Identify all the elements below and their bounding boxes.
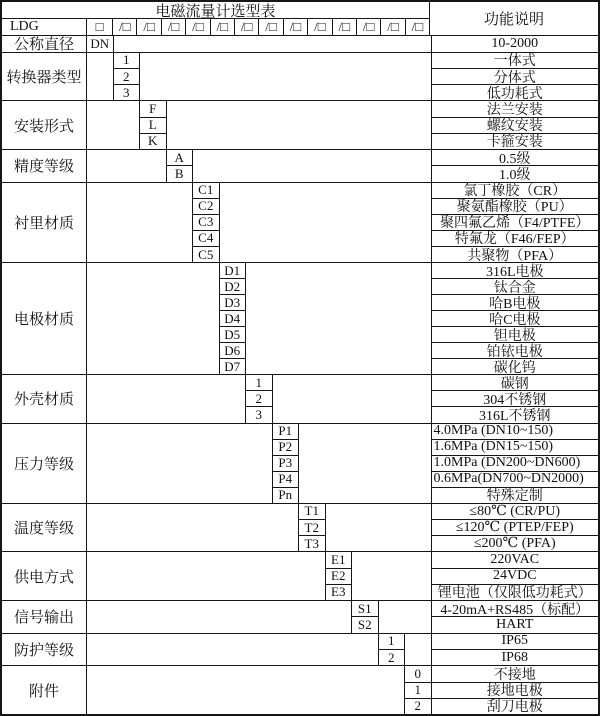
option-desc: 碳化钨	[493, 360, 536, 375]
option-desc: IP65	[432, 634, 599, 650]
option-code: 2	[388, 650, 395, 665]
option-code: A	[167, 150, 193, 166]
option-desc: 316L不锈钢	[478, 408, 551, 423]
code-column	[352, 601, 379, 633]
option-code: K	[148, 133, 158, 149]
group-1	[2, 35, 598, 52]
right-spacer	[167, 101, 432, 149]
right-spacer	[379, 601, 432, 633]
code-column	[405, 666, 432, 714]
category-label: 外壳材质	[2, 375, 87, 423]
code-column	[220, 263, 247, 374]
option-code: Pn	[278, 487, 293, 503]
option-desc: 1.0MPa (DN200~DN600)	[432, 456, 599, 472]
code-slot-strip	[113, 19, 429, 35]
option-desc: 聚四氟乙烯（F4/PTFE）	[432, 215, 599, 231]
desc-column	[432, 375, 599, 423]
option-desc: 0.5级	[432, 150, 599, 166]
option-desc: 1.0级	[499, 168, 531, 182]
option-code: 1	[246, 375, 272, 391]
desc-column	[432, 263, 599, 374]
code-column	[246, 375, 273, 423]
option-groups	[2, 35, 598, 714]
option-desc: 24VDC	[432, 569, 599, 585]
left-spacer	[87, 263, 220, 374]
right-spacer	[405, 634, 432, 666]
option-desc: 10-2000	[491, 36, 539, 51]
option-desc: 1.6MPa (DN15~150)	[432, 440, 599, 456]
option-code: E2	[326, 569, 352, 585]
option-desc: 316L电极	[432, 263, 599, 279]
code-slot-5: /□	[210, 19, 234, 35]
option-desc: ≤200℃ (PFA)	[473, 536, 556, 552]
code-column	[87, 36, 114, 52]
option-code: 2	[414, 698, 421, 714]
option-code: T2	[299, 520, 325, 536]
option-desc: 铂铱电极	[432, 343, 599, 359]
group-4	[2, 149, 598, 182]
desc-column	[432, 504, 599, 552]
option-desc: 卡箍安装	[486, 135, 543, 149]
option-desc: 钽电极	[432, 327, 599, 343]
right-spacer	[114, 36, 432, 52]
option-code: D1	[220, 263, 246, 279]
option-desc: ≤80℃ (CR/PU)	[432, 504, 599, 520]
category-label: 防护等级	[2, 634, 87, 666]
option-desc: 一体式	[432, 53, 599, 69]
option-code: 3	[123, 85, 130, 100]
page-title: 电磁流量计选型表	[2, 2, 429, 19]
code-slot-12: /□	[380, 19, 404, 35]
option-code: 2	[246, 391, 272, 407]
option-code: 3	[255, 407, 262, 422]
code-slot-10: /□	[332, 19, 356, 35]
option-code: 1	[379, 634, 405, 650]
right-spacer	[326, 504, 432, 552]
right-spacer	[220, 183, 432, 262]
option-desc: ≤120℃ (PTEP/FEP)	[432, 520, 599, 536]
group-5	[2, 182, 598, 262]
left-spacer	[87, 601, 352, 633]
code-slot-11: /□	[356, 19, 380, 35]
option-desc: 哈B电极	[432, 295, 599, 311]
category-label: 温度等级	[2, 504, 87, 552]
option-code: C2	[193, 199, 219, 215]
option-desc: 特殊定制	[486, 489, 543, 503]
code-slot-13: /□	[405, 19, 429, 35]
category-label: 附件	[2, 666, 87, 714]
option-code: D4	[220, 311, 246, 327]
option-code: D2	[220, 279, 246, 295]
option-code: B	[174, 166, 184, 182]
left-spacer	[87, 634, 379, 666]
left-spacer	[87, 552, 326, 600]
left-spacer	[87, 666, 405, 714]
desc-column	[432, 36, 599, 52]
group-11	[2, 600, 598, 633]
option-code: T3	[304, 536, 319, 551]
left-spacer	[87, 150, 167, 182]
option-desc: 锂电池（仅限低功耗式）	[437, 586, 592, 601]
option-code: F	[140, 101, 166, 117]
desc-column	[432, 183, 599, 262]
category-label: 供电方式	[2, 552, 87, 600]
code-slot-6: /□	[234, 19, 258, 35]
left-spacer	[87, 504, 299, 552]
option-desc: IP68	[501, 650, 528, 665]
option-code: 2	[114, 69, 140, 85]
category-label: 压力等级	[2, 424, 87, 503]
category-label: 精度等级	[2, 150, 87, 182]
option-code: 0	[405, 666, 431, 682]
option-desc: 低功耗式	[486, 86, 543, 101]
option-desc: 碳钢	[432, 375, 599, 391]
left-spacer	[87, 53, 114, 101]
option-desc: 4-20mA+RS485（标配）	[432, 601, 599, 617]
option-code: D5	[220, 327, 246, 343]
group-10	[2, 551, 598, 600]
desc-column	[432, 601, 599, 633]
option-desc: 螺纹安装	[432, 118, 599, 134]
left-spacer	[87, 375, 246, 423]
option-code: S1	[352, 601, 378, 617]
code-column	[273, 424, 300, 503]
option-desc: 0.6MPa(DN700~DN2000)	[432, 472, 599, 488]
option-code: D6	[220, 343, 246, 359]
option-code: P1	[273, 424, 299, 440]
code-column	[379, 634, 406, 666]
category-label: 电极材质	[2, 263, 87, 374]
option-desc: 法兰安装	[432, 101, 599, 117]
option-code: T1	[299, 504, 325, 520]
table-header	[2, 2, 598, 35]
header-left-section	[2, 2, 430, 35]
option-code: 1	[405, 683, 431, 699]
option-desc: 4.0MPa (DN10~150)	[432, 424, 599, 440]
code-column	[114, 53, 141, 101]
option-code: E3	[331, 584, 346, 600]
code-slot-7: /□	[258, 19, 282, 35]
code-slot-9: /□	[307, 19, 331, 35]
left-spacer	[87, 101, 140, 149]
code-column	[193, 183, 220, 262]
option-desc: HART	[496, 617, 534, 633]
desc-column	[432, 424, 599, 503]
option-code: C5	[198, 246, 214, 262]
category-label: 衬里材质	[2, 183, 87, 262]
desc-column	[432, 101, 599, 149]
category-label: 公称直径	[2, 36, 87, 52]
group-13	[2, 665, 598, 714]
option-code: D7	[224, 359, 241, 374]
option-code: 1	[114, 53, 140, 69]
right-spacer	[273, 375, 432, 423]
right-spacer	[352, 552, 432, 600]
option-desc: 刮刀电极	[486, 700, 543, 715]
code-slot-8: /□	[283, 19, 307, 35]
code-column	[140, 101, 167, 149]
option-desc: 聚氨酯橡胶（PU）	[432, 199, 599, 215]
option-desc: 特氟龙（F46/FEP）	[432, 231, 599, 247]
option-desc: 分体式	[432, 69, 599, 85]
option-code: C3	[193, 215, 219, 231]
option-code: DN	[90, 36, 110, 51]
option-code: L	[140, 118, 166, 134]
code-slot-4: /□	[185, 19, 209, 35]
desc-column	[432, 53, 599, 101]
right-spacer	[299, 424, 432, 503]
right-spacer	[140, 53, 432, 101]
category-label: 信号输出	[2, 601, 87, 633]
group-3	[2, 100, 598, 149]
group-8	[2, 423, 598, 503]
code-column	[167, 150, 194, 182]
desc-column	[432, 634, 599, 666]
right-spacer	[246, 263, 432, 374]
desc-column	[432, 666, 599, 714]
group-2	[2, 52, 598, 101]
category-label: 转换器类型	[2, 53, 87, 101]
group-6	[2, 262, 598, 374]
function-desc-header: 功能说明	[483, 12, 544, 28]
option-desc: 不接地	[432, 666, 599, 682]
option-desc: 氯丁橡胶（CR）	[432, 183, 599, 199]
option-desc: 共聚物（PFA）	[467, 248, 563, 263]
code-column	[326, 552, 353, 600]
option-desc: 220VAC	[432, 552, 599, 568]
group-12	[2, 633, 598, 666]
group-7	[2, 374, 598, 423]
option-desc: 接地电极	[432, 683, 599, 699]
option-code: P4	[273, 472, 299, 488]
option-code: P2	[273, 440, 299, 456]
code-box: □	[87, 19, 113, 35]
code-slot-2: /□	[136, 19, 160, 35]
option-code: C4	[193, 231, 219, 247]
option-code: C1	[193, 183, 219, 199]
desc-column	[432, 150, 599, 182]
left-spacer	[87, 424, 273, 503]
code-slot-3: /□	[161, 19, 185, 35]
right-spacer	[193, 150, 432, 182]
option-desc: 304不锈钢	[432, 391, 599, 407]
option-desc: 哈C电极	[432, 311, 599, 327]
option-code: D3	[220, 295, 246, 311]
code-column	[299, 504, 326, 552]
group-9	[2, 503, 598, 552]
option-code: P3	[273, 456, 299, 472]
option-code: E1	[326, 552, 352, 568]
left-spacer	[87, 183, 193, 262]
category-label: 安装形式	[2, 101, 87, 149]
desc-column	[432, 552, 599, 600]
model-prefix: LDG	[2, 19, 87, 35]
code-slot-1: /□	[118, 19, 131, 34]
option-code: S2	[357, 617, 372, 633]
option-desc: 钛合金	[432, 279, 599, 295]
